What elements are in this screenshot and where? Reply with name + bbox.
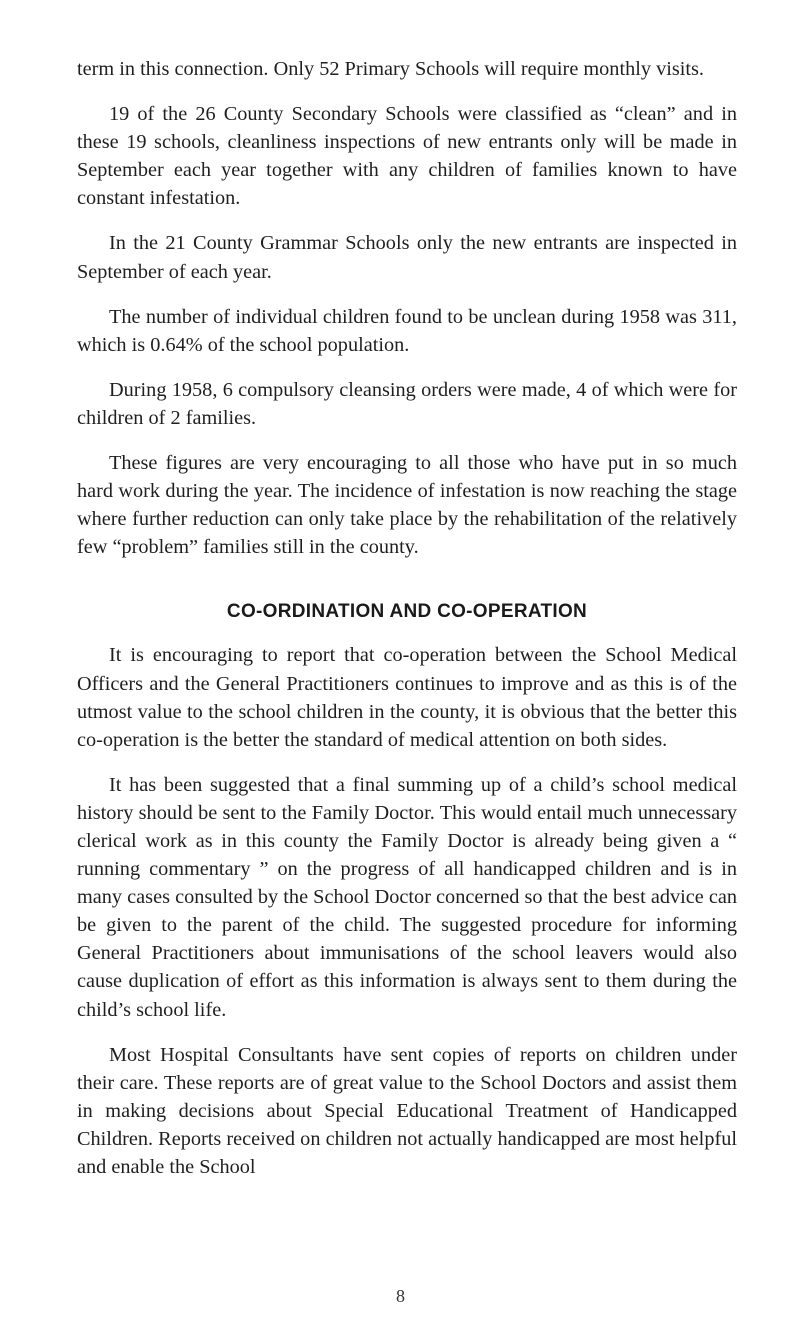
paragraph-medical-history: It has been suggested that a final summing up of a child’s school medical history should be sent to the Family Doctor. This would entail much unnecessary clerical work as in this county the Family Doctor is already being given a “ running commentary ” on the progress of all handicapped children and is in many cases consulted by the School Doctor concerned so that the best advice can be given to the parent of the child. The suggested procedure for informing General Practitioners about immunisations of the school leavers would also cause duplication of effort as this information is always sent to them during the child’s school life.	[77, 773, 737, 1021]
paragraph-continuation: term in this connection. Only 52 Primary Schools will require monthly visits.	[77, 58, 704, 80]
paragraph-grammar-schools: In the 21 County Grammar Schools only the new entrants are inspected in September of each year.	[77, 232, 737, 283]
document-page	[77, 55, 737, 1198]
paragraph-unclean-count: The number of individual children found to be unclean during 1958 was 311, which is 0.64% of the school population.	[77, 305, 737, 356]
section-heading: CO-ORDINATION AND CO-OPERATION	[226, 601, 588, 623]
paragraph-secondary-schools: 19 of the 26 County Secondary Schools were classified as “clean” and in these 19 schools, cleanliness inspections of new entrants only will be made in September each year together with any children of families known to have constant infestation.	[77, 103, 737, 210]
paragraph-cleansing-orders: During 1958, 6 compulsory cleansing orders were made, 4 of which were for children of 2 families.	[77, 378, 737, 429]
paragraph-hospital-consultants: Most Hospital Consultants have sent copies of reports on children under their care. These reports are of great value to the School Doctors and assist them in making decisions about Special Educational Treatment of Handicapped Children. Reports received on children not actually handicapped are most helpful and enable the School	[77, 1043, 737, 1178]
paragraph-encouraging-figures: These figures are very encouraging to all those who have put in so much hard work during the year. The incidence of infestation is now reaching the stage where further reduction can only take place by the rehabilitation of the relatively few “problem” families still in the county.	[77, 452, 737, 559]
paragraph-co-operation: It is encouraging to report that co-operation between the School Medical Officers and the General Practitioners continues to improve and as this is of the utmost value to the school children in the county, it is obvious that the better this co-operation is the better the standard of medical attention on both sides.	[77, 644, 737, 751]
page-number: 8	[396, 1286, 405, 1306]
